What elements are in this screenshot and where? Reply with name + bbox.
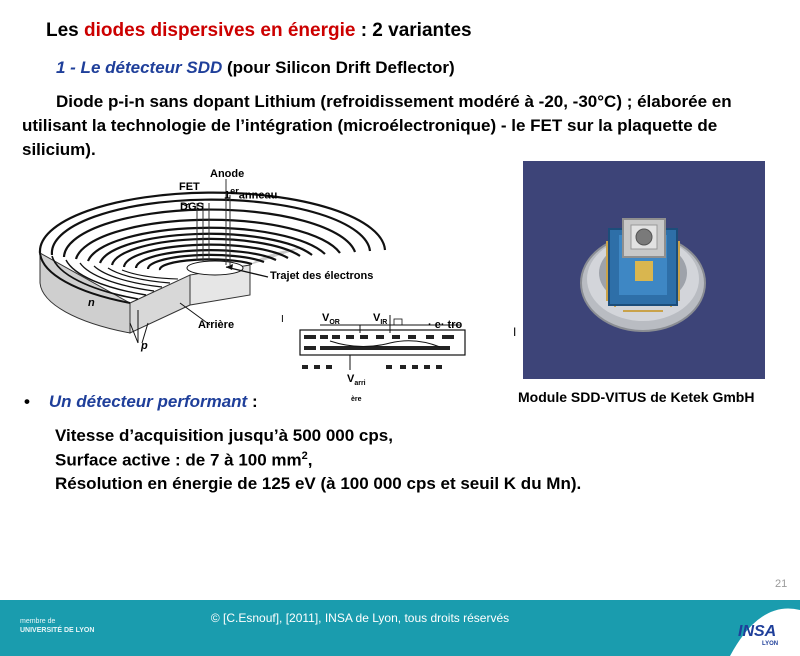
label-ere: ère xyxy=(351,396,362,403)
photo-caption: Module SDD-VITUS de Ketek GmbH xyxy=(518,389,755,405)
slide-subtitle xyxy=(56,58,455,78)
title-highlight: diodes dispersives en énergie xyxy=(84,20,356,41)
insa-logo-sub: LYON xyxy=(762,641,779,647)
brace-icon: ⏟ xyxy=(181,189,190,205)
bullet-icon: • xyxy=(24,392,49,411)
label-electron-path: Trajet des électrons xyxy=(270,270,374,282)
sdd-module-photo xyxy=(523,161,765,379)
label-n: n xyxy=(88,297,95,309)
footer-bar xyxy=(0,600,800,656)
label-mark-right: I xyxy=(513,325,517,339)
insa-logo: INSA xyxy=(738,623,777,640)
performance-bullet xyxy=(24,392,258,412)
label-anode: Anode xyxy=(210,168,245,180)
label-v-or: $V_{OR}$ xyxy=(322,312,340,327)
bullet-emphasis: Un détecteur performant xyxy=(48,392,248,411)
title-prefix: Les xyxy=(46,20,85,41)
spec-line-1: Vitesse d’acquisition jusqu’à 500 000 cps, xyxy=(55,426,393,445)
label-fet: FET xyxy=(179,181,200,193)
label-first-ring: 1eranneau xyxy=(224,186,278,202)
label-etro: · e· tro xyxy=(428,319,463,331)
description-text: Diode p-i-n sans dopant Lithium (refroidissement modéré à -20, -30°C) ; élaborée en utilisant la technologie de l’intégration (microélectronique) - le FET sur la plaquette de silicium). xyxy=(22,92,732,159)
bullet-rest: : xyxy=(247,392,258,411)
sdd-module-image xyxy=(523,161,765,379)
footer-copyright: © [C.Esnouf], [2011], INSA de Lyon, tous droits réservés xyxy=(210,611,510,625)
title-suffix: : 2 variantes xyxy=(355,20,472,41)
slide-title xyxy=(46,20,472,42)
page-number: 21 xyxy=(775,578,788,590)
spec-line-2: Surface active : de 7 à 100 $mm^2$, xyxy=(55,450,313,470)
universite-lyon-logo: membre de UNIVERSITÉ DE LYON xyxy=(20,618,95,634)
subtitle-emphasis: 1 - Le détecteur SDD xyxy=(56,58,223,77)
label-dgs: DGS xyxy=(180,201,204,213)
label-arriere: Arrière xyxy=(198,319,235,331)
spec-line-3: Résolution en énergie de 125 eV (à 100 000 cps et seuil K du Mn). xyxy=(55,474,582,493)
subtitle-rest: (pour Silicon Drift Deflector) xyxy=(222,58,455,77)
label-v-ir: $V_{IR}$ xyxy=(373,312,388,327)
label-mark-left: I xyxy=(281,314,284,325)
label-p: p xyxy=(141,340,148,352)
label-v-arriere: $V_{arri}$ xyxy=(347,373,366,388)
description-paragraph xyxy=(22,90,782,162)
